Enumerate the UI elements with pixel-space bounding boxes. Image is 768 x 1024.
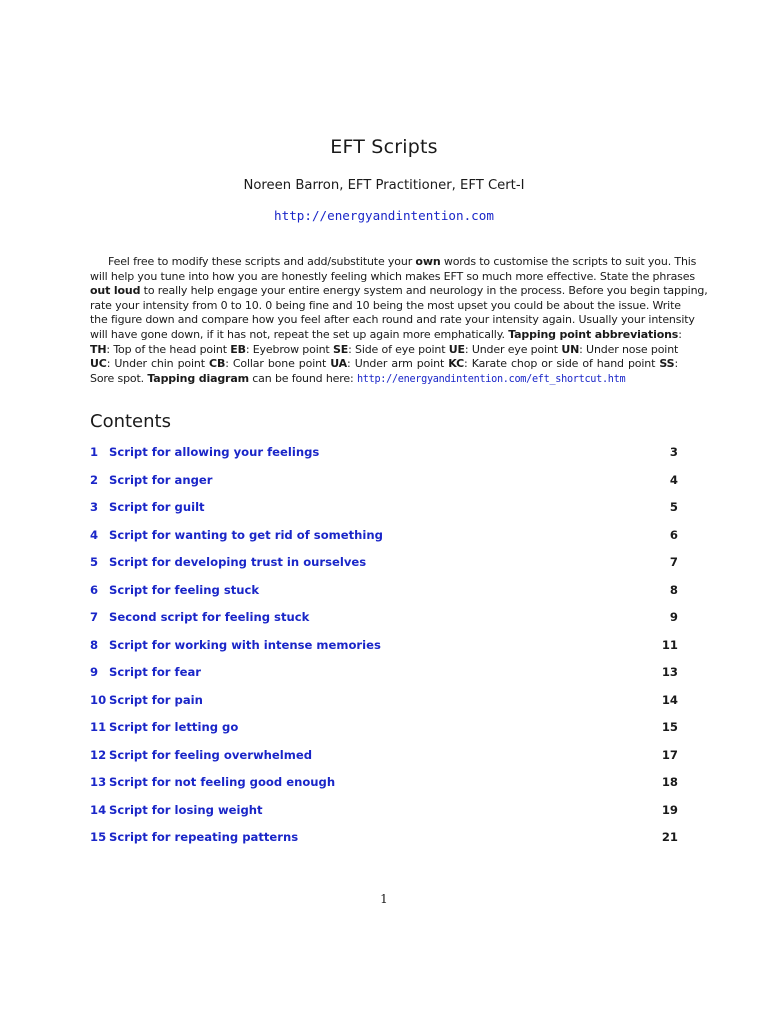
abbr-desc: : Side of eye point <box>348 342 449 356</box>
toc-entry-number[interactable]: 8 <box>90 637 99 652</box>
toc-entry[interactable] <box>90 720 678 738</box>
toc-entry-link[interactable]: Script for wanting to get rid of something <box>109 527 383 542</box>
intro-emphasis-abbreviations: Tapping point abbreviations <box>508 327 679 341</box>
tapping-diagram-link[interactable]: http://energyandintention.com/eft_shortcut.htm <box>356 373 626 385</box>
abbr-code: SS <box>659 357 675 371</box>
toc-entry[interactable] <box>90 830 678 848</box>
toc-entry-number[interactable]: 15 <box>90 830 107 844</box>
document-title: EFT Scripts <box>330 136 438 158</box>
toc-entry-page: 5 <box>669 500 678 514</box>
toc-entry[interactable] <box>90 610 678 628</box>
abbr-code: SE <box>332 342 349 356</box>
toc-entry[interactable] <box>90 638 678 656</box>
toc-entry-link[interactable]: Script for feeling overwhelmed <box>109 747 313 762</box>
intro-text: can be found here: <box>248 371 357 385</box>
toc-entry-page: 18 <box>661 775 678 789</box>
abbr-desc: : Collar bone point <box>225 357 331 371</box>
abbr-desc: : Eyebrow point <box>245 342 333 356</box>
intro-text: Feel free to modify these scripts and add/substitute your <box>108 255 416 268</box>
toc-entry[interactable] <box>90 473 678 491</box>
toc-entry-link[interactable]: Second script for feeling stuck <box>109 610 310 624</box>
toc-entry[interactable] <box>90 693 678 711</box>
intro-line-6 <box>90 327 682 343</box>
toc-entry-number[interactable]: 10 <box>90 692 107 707</box>
toc-entry-number[interactable]: 3 <box>90 500 99 514</box>
abbr-code: CB <box>209 357 226 371</box>
abbr-desc: : Under arm point <box>347 357 449 371</box>
toc-entry-number[interactable]: 7 <box>90 610 99 624</box>
abbr-code: KC <box>448 357 465 371</box>
abbr-code: TH <box>90 342 107 356</box>
intro-line-7 <box>90 343 678 358</box>
toc-entry-number[interactable]: 6 <box>90 582 99 597</box>
toc-entry[interactable] <box>90 500 678 518</box>
abbr-desc: : <box>674 357 678 371</box>
toc-entry[interactable] <box>90 775 678 793</box>
intro-text: will have gone down, if it has not, repeat the set up again more emphatically. <box>90 327 509 341</box>
intro-line-1 <box>90 255 697 270</box>
intro-text: Sore spot. <box>90 371 148 385</box>
contents-heading: Contents <box>90 411 171 432</box>
toc-entry-number[interactable]: 4 <box>90 527 99 542</box>
toc-entry-page: 3 <box>669 445 678 459</box>
toc-entry-page: 11 <box>661 637 678 652</box>
toc-entry[interactable] <box>90 665 678 683</box>
toc-entry[interactable] <box>90 445 678 463</box>
intro-line-5: the figure down and compare how you feel after each round and rate your intensity again. Usually your intensity <box>90 313 695 327</box>
page-number: 1 <box>380 892 388 906</box>
toc-entry-page: 21 <box>661 830 678 844</box>
website-link[interactable]: http://energyandintention.com <box>274 208 494 223</box>
abbr-desc: : Under nose point <box>579 342 679 356</box>
intro-text: : <box>678 327 682 341</box>
intro-emphasis-diagram: Tapping diagram <box>147 371 249 385</box>
toc-entry-number[interactable]: 5 <box>90 555 99 569</box>
toc-entry-number[interactable]: 11 <box>90 720 107 734</box>
abbr-desc: : Under chin point <box>106 357 210 371</box>
toc-entry-page: 17 <box>661 747 678 762</box>
abbr-desc: : Under eye point <box>464 342 562 356</box>
abbr-code: EB <box>230 342 246 356</box>
intro-text: to really help engage your entire energy system and neurology in the process. Before you begin tapping, <box>140 284 708 298</box>
toc-entry-page: 4 <box>669 472 678 487</box>
toc-entry-link[interactable]: Script for allowing your feelings <box>109 445 320 459</box>
toc-entry-link[interactable]: Script for not feeling good enough <box>109 775 336 789</box>
abbr-desc: : Karate chop or side of hand point <box>464 357 660 371</box>
intro-text: words to customise the scripts to suit you. This <box>440 255 697 268</box>
toc-entry-number[interactable]: 1 <box>90 445 99 459</box>
intro-paragraph <box>90 255 708 387</box>
toc-entry-link[interactable]: Script for letting go <box>109 720 239 734</box>
toc-entry-page: 15 <box>661 720 678 734</box>
intro-line-4: rate your intensity from 0 to 10. 0 being fine and 10 being the most upset you could be about the issue. Write <box>90 298 681 312</box>
toc-entry-page: 9 <box>669 610 678 624</box>
intro-emphasis-own: own <box>415 255 441 268</box>
toc-entry-page: 14 <box>661 692 678 707</box>
toc-entry[interactable] <box>90 803 678 821</box>
toc-entry[interactable] <box>90 748 678 766</box>
toc-entry[interactable] <box>90 528 678 546</box>
intro-line-9 <box>90 372 678 388</box>
toc-entry-link[interactable]: Script for pain <box>109 692 203 707</box>
abbr-code: UA <box>330 357 348 371</box>
toc-entry-number[interactable]: 12 <box>90 747 107 762</box>
toc-entry-link[interactable]: Script for feeling stuck <box>109 582 260 597</box>
toc-entry-number[interactable]: 13 <box>90 775 107 789</box>
intro-emphasis-out-loud: out loud <box>90 284 141 298</box>
toc-entry-link[interactable]: Script for developing trust in ourselves <box>109 555 367 569</box>
abbr-code: UC <box>90 357 107 371</box>
toc-entry-page: 7 <box>669 555 678 569</box>
toc-entry-page: 13 <box>661 665 678 679</box>
toc-entry[interactable] <box>90 583 678 601</box>
intro-line-2: will help you tune into how you are honestly feeling which makes EFT so much more effective. State the phrases <box>90 269 695 283</box>
toc-entry-number[interactable]: 14 <box>90 802 107 817</box>
toc-entry-link[interactable]: Script for working with intense memories <box>109 637 381 652</box>
toc-entry-link[interactable]: Script for anger <box>109 472 213 487</box>
toc-entry-page: 19 <box>661 802 678 817</box>
author-line: Noreen Barron, EFT Practitioner, EFT Cert-I <box>243 178 525 193</box>
toc-entry-link[interactable]: Script for repeating patterns <box>109 830 299 844</box>
toc-entry-number[interactable]: 2 <box>90 472 99 487</box>
intro-line-3 <box>90 284 708 299</box>
abbr-desc: : Top of the head point <box>106 342 231 356</box>
toc-entry-number[interactable]: 9 <box>90 665 99 679</box>
intro-line-8 <box>90 357 678 372</box>
toc-entry-link[interactable]: Script for guilt <box>109 500 205 514</box>
abbr-code: UN <box>561 342 580 356</box>
toc-entry[interactable] <box>90 555 678 573</box>
toc-entry-page: 6 <box>669 527 678 542</box>
abbr-code: UE <box>448 342 465 356</box>
toc-entry-link[interactable]: Script for losing weight <box>109 802 263 817</box>
toc-entry-page: 8 <box>669 582 678 597</box>
toc-entry-link[interactable]: Script for fear <box>109 665 202 679</box>
